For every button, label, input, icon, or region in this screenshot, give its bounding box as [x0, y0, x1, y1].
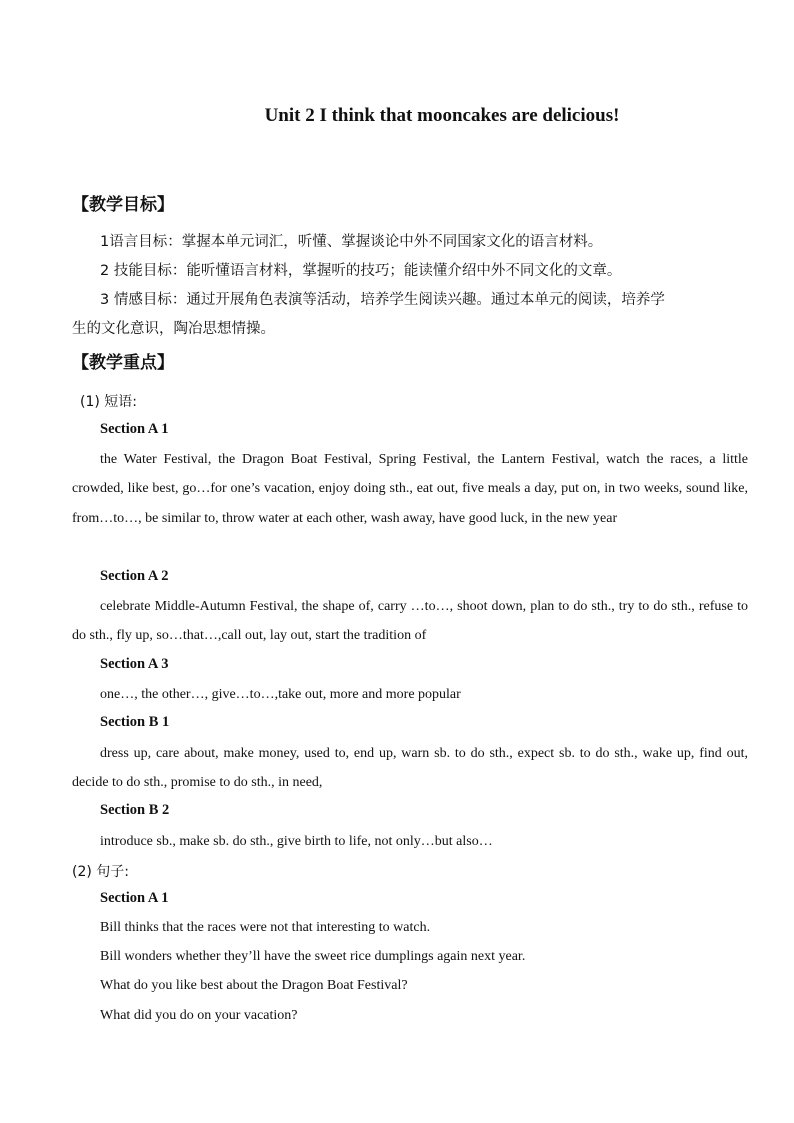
- sentences-label: (2) 句子:: [72, 864, 129, 880]
- objective-3-continued: 生的文化意识，陶冶思想情操。: [72, 321, 275, 337]
- section-a3-phrases: one…, the other…, give…to…,take out, more and more popular: [100, 687, 461, 702]
- section-a2-phrases: celebrate Middle-Autumn Festival, the shape of, carry …to…, shoot down, plan to do sth., try to do sth., refuse to do sth., fly up, so…that…,call out, lay out, start the tradition of: [72, 599, 748, 644]
- sentence-line: Bill thinks that the races were not that interesting to watch.: [100, 920, 431, 935]
- sentence-line: What do you like best about the Dragon Boat Festival?: [100, 978, 408, 993]
- section-a2-title: Section A 2: [100, 568, 169, 584]
- section-a3-title: Section A 3: [100, 656, 169, 672]
- section-a1-phrases: the Water Festival, the Dragon Boat Festival, Spring Festival, the Lantern Festival, watch the races, a little crowded, like best, go…for one’s vacation, enjoy doing sth., eat out, five meals a day, put on, in two weeks, sound like, from…to…, be similar to, throw water at each other, wash away, have good luck, in the new year: [72, 452, 748, 526]
- key-points-heading: 【教学重点】: [72, 353, 174, 373]
- section-b2-phrases: introduce sb., make sb. do sth., give birth to life, not only…but also…: [100, 834, 493, 849]
- objective-1: 1语言目标：掌握本单元词汇，听懂、掌握谈论中外不同国家文化的语言材料。: [100, 234, 603, 250]
- section-b1-title: Section B 1: [100, 714, 170, 730]
- objective-2: 2 技能目标：能听懂语言材料，掌握听的技巧；能读懂介绍中外不同文化的文章。: [100, 263, 622, 279]
- section-b2-title: Section B 2: [100, 802, 170, 818]
- objective-3: 3 情感目标：通过开展角色表演等活动，培养学生阅读兴趣。通过本单元的阅读，培养学: [100, 292, 665, 308]
- phrases-label: (1) 短语:: [80, 394, 137, 410]
- objectives-heading: 【教学目标】: [72, 195, 174, 215]
- section-a1-title: Section A 1: [100, 421, 169, 437]
- document-title: Unit 2 I think that mooncakes are delicious!: [264, 105, 620, 126]
- section-b1-phrases: dress up, care about, make money, used to, end up, warn sb. to do sth., expect sb. to do sth., wake up, find out, decide to do sth., promise to do sth., in need,: [72, 746, 748, 791]
- sentences-section-a1-title: Section A 1: [100, 890, 169, 906]
- sentence-line: Bill wonders whether they’ll have the sweet rice dumplings again next year.: [100, 949, 526, 964]
- sentence-line: What did you do on your vacation?: [100, 1008, 298, 1023]
